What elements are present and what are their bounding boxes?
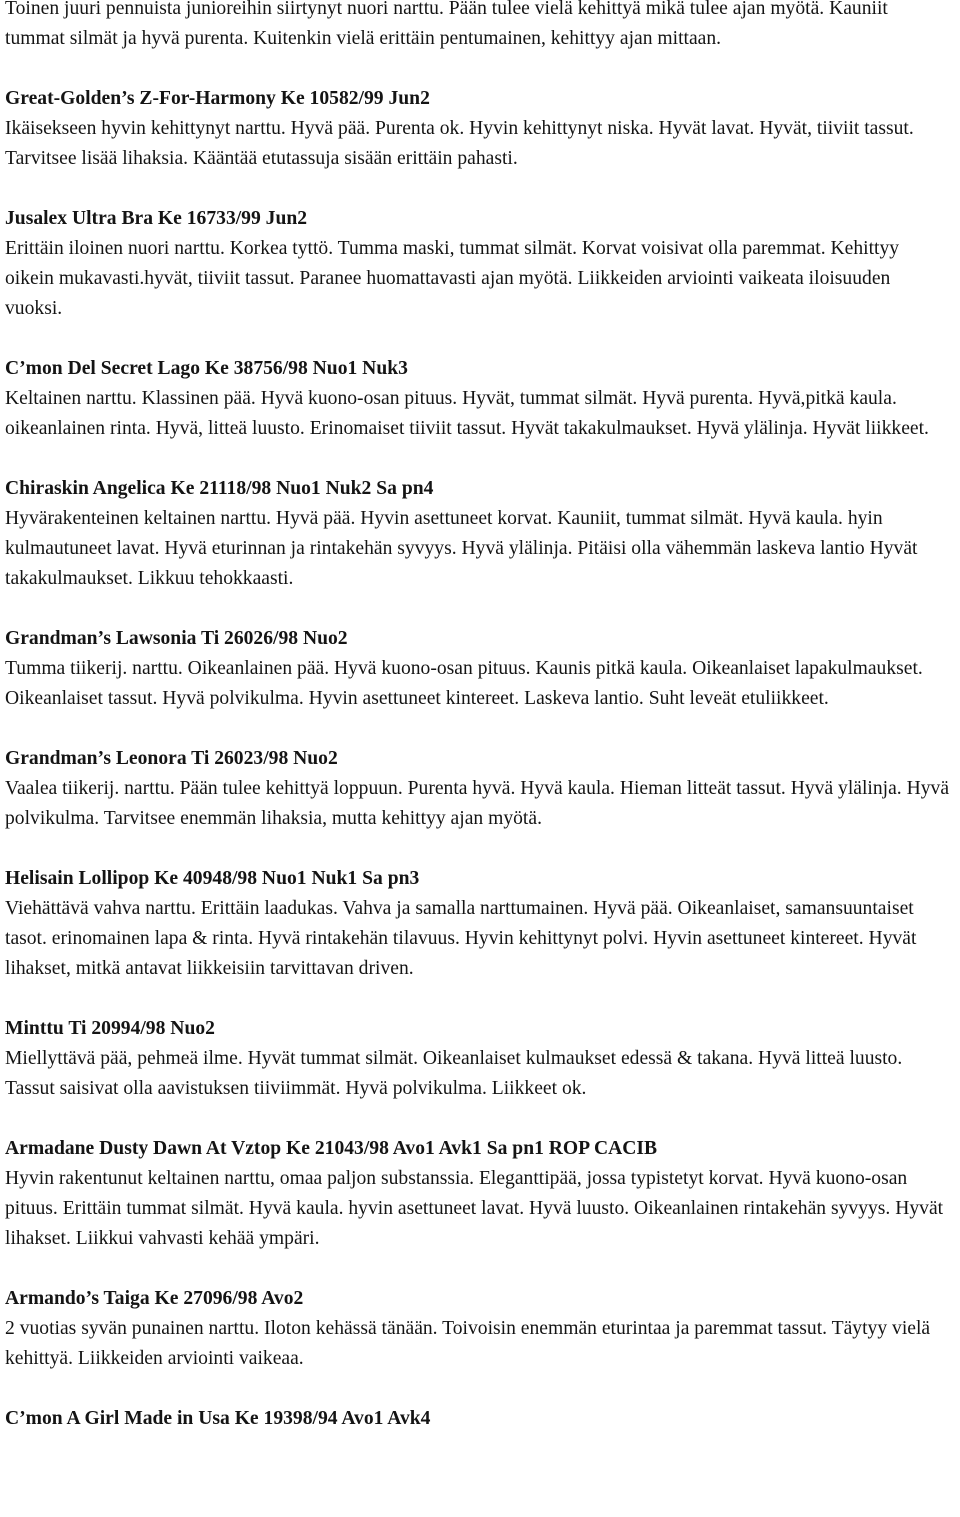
dog-heading: Minttu Ti 20994/98 Nuo2 [5,1018,215,1039]
dog-description: 2 vuotias syvän punainen narttu. Iloton kehässä tänään. Toivoisin enemmän eturintaa ja paremmat tassut. Täytyy vielä kehittyä. Liikkeiden arviointi vaikeaa. [5,1318,931,1369]
dog-entry [5,744,950,834]
dog-entry [5,1134,950,1254]
dog-heading: Chiraskin Angelica Ke 21118/98 Nuo1 Nuk2 Sa pn4 [5,478,434,499]
dog-description: Hyvin rakentunut keltainen narttu, omaa paljon substanssia. Eleganttipää, jossa typistetyt korvat. Hyvä kuono-osan pituus. Erittäin tummat silmät. Hyvä kaula. hyvin asettuneet lavat. Hyvä luusto. Oikeanlainen rintakehän syvyys. Hyvät lihakset. Liikkui vahvasti kehää ympäri. [5,1168,944,1249]
dog-description: Tumma tiikerij. narttu. Oikeanlainen pää. Hyvä kuono-osan pituus. Kaunis pitkä kaula. Oikeanlaiset lapakulmaukset. Oikeanlaiset tassut. Hyvä polvikulma. Hyvin asettuneet kintereet. Laskeva lantio. Suht leveät etuliikkeet. [5,658,923,709]
dog-entry [5,204,950,324]
dog-heading: Grandman’s Lawsonia Ti 26026/98 Nuo2 [5,628,348,649]
dog-description: Erittäin iloinen nuori narttu. Korkea tyttö. Tumma maski, tummat silmät. Korvat voisivat olla paremmat. Kehittyy oikein mukavasti.hyvät, tiiviit tassut. Paranee huomattavasti ajan myötä. Liikkeiden arviointi vaikeata iloisuuden vuoksi. [5,238,900,319]
dog-entry [5,354,950,444]
dog-heading: C’mon A Girl Made in Usa Ke 19398/94 Avo1 Avk4 [5,1408,431,1429]
document-page [5,0,950,1464]
dog-entry [5,474,950,594]
dog-entry [5,864,950,984]
dog-entry [5,1014,950,1104]
dog-entry [5,624,950,714]
dog-heading: C’mon Del Secret Lago Ke 38756/98 Nuo1 Nuk3 [5,358,408,379]
dog-description: Hyvärakenteinen keltainen narttu. Hyvä pää. Hyvin asettuneet korvat. Kauniit, tummat silmät. Hyvä kaula. hyin kulmautuneet lavat. Hyvä eturinnan ja rintakehän syvyys. Hyvä ylälinja. Pitäisi olla vähemmän laskeva lantio Hyvät takakulmaukset. Likkuu tehokkaasti. [5,508,918,589]
dog-entry [5,1284,950,1374]
dog-description: Vaalea tiikerij. narttu. Pään tulee kehittyä loppuun. Purenta hyvä. Hyvä kaula. Hieman litteät tassut. Hyvä ylälinja. Hyvä polvikulma. Tarvitsee enemmän lihaksia, mutta kehittyy ajan myötä. [5,778,950,829]
dog-heading: Armadane Dusty Dawn At Vztop Ke 21043/98 Avo1 Avk1 Sa pn1 ROP CACIB [5,1138,658,1159]
intro-paragraph: Toinen juuri pennuista junioreihin siirtynyt nuori narttu. Pään tulee vielä kehittyä mikä tulee ajan myötä. Kauniit tummat silmät ja hyvä purenta. Kuitenkin vielä erittäin pentumainen, kehittyy ajan mittaan. [5,0,888,49]
dog-heading: Great-Golden’s Z-For-Harmony Ke 10582/99 Jun2 [5,88,430,109]
dog-description: Viehättävä vahva narttu. Erittäin laadukas. Vahva ja samalla narttumainen. Hyvä pää. Oikeanlaiset, samansuuntaiset tasot. erinomainen lapa & rinta. Hyvä rintakehän tilavuus. Hyvin kehittynyt polvi. Hyvin asettuneet kintereet. Hyvät lihakset, mitkä antavat liikkeisiin tarvittavan driven. [5,898,917,979]
dog-description: Miellyttävä pää, pehmeä ilme. Hyvät tummat silmät. Oikeanlaiset kulmaukset edessä & takana. Hyvä litteä luusto. Tassut saisivat olla aavistuksen tiiviimmät. Hyvä polvikulma. Liikkeet ok. [5,1048,903,1099]
dog-heading: Jusalex Ultra Bra Ke 16733/99 Jun2 [5,208,308,229]
dog-heading: Armando’s Taiga Ke 27096/98 Avo2 [5,1288,304,1309]
dog-heading: Helisain Lollipop Ke 40948/98 Nuo1 Nuk1 Sa pn3 [5,868,420,889]
dog-description: Ikäisekseen hyvin kehittynyt narttu. Hyvä pää. Purenta ok. Hyvin kehittynyt niska. Hyvät lavat. Hyvät, tiiviit tassut. Tarvitsee lisää lihaksia. Kääntää etutassuja sisään erittäin pahasti. [5,118,914,169]
dog-description: Keltainen narttu. Klassinen pää. Hyvä kuono-osan pituus. Hyvät, tummat silmät. Hyvä purenta. Hyvä,pitkä kaula. oikeanlainen rinta. Hyvä, litteä luusto. Erinomaiset tiiviit tassut. Hyvät takakulmaukset. Hyvä ylälinja. Hyvät liikkeet. [5,388,929,439]
dog-heading: Grandman’s Leonora Ti 26023/98 Nuo2 [5,748,338,769]
dog-entry [5,1404,950,1434]
dog-entry [5,84,950,174]
